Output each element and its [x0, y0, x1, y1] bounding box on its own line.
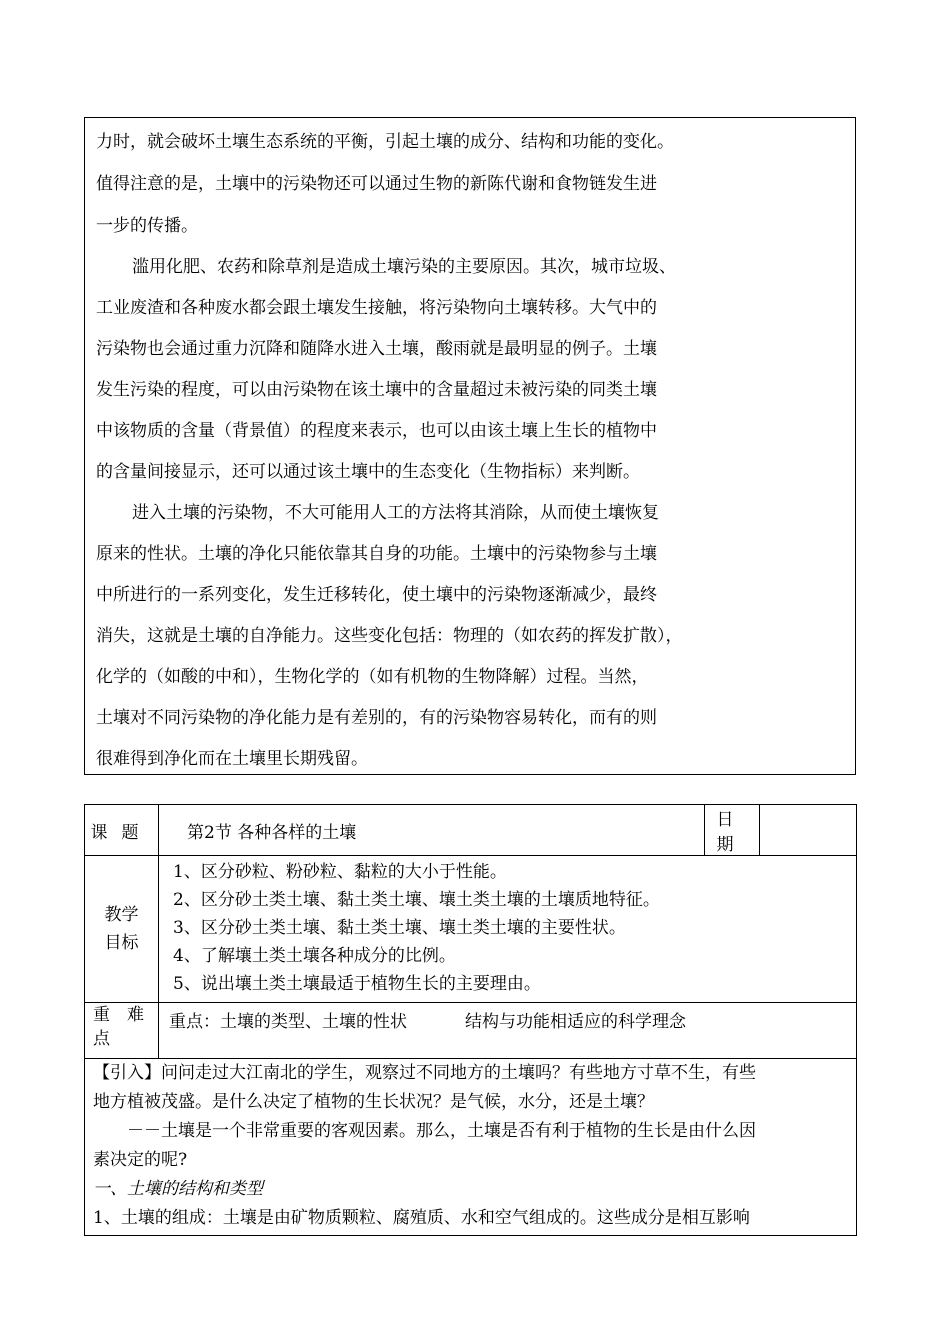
topic-value: 第2节 各种各样的土壤	[159, 805, 705, 856]
paragraph-line: 滥用化肥、农药和除草剂是造成土壤污染的主要原因。其次，城市垃圾、	[132, 257, 676, 277]
keypoints-label	[85, 1003, 159, 1059]
paragraph-line: 力时，就会破坏土壤生态系统的平衡，引起土壤的成分、结构和功能的变化。	[96, 132, 674, 152]
paragraph-line: 土壤对不同污染物的净化能力是有差别的，有的污染物容易转化，而有的则	[96, 708, 657, 728]
body-paragraph: 素决定的呢?	[93, 1150, 188, 1170]
goals-list	[159, 856, 857, 1003]
header-row	[85, 805, 857, 856]
goal-item: 3、区分砂土类土壤、黏土类土壤、壤土类土壤的主要性状。	[173, 918, 626, 938]
lesson-body	[85, 1059, 857, 1236]
keypoints-main: 重点：土壤的类型、土壤的性状	[169, 1012, 407, 1032]
goals-label	[85, 856, 159, 1003]
keypoints-text	[159, 1003, 857, 1059]
section-heading: 一、土壤的结构和类型	[93, 1179, 263, 1199]
keypoints-label-line: 点	[93, 1029, 110, 1049]
paragraph-line: 的含量间接显示，还可以通过该土壤中的生态变化（生物指标）来判断。	[96, 462, 640, 482]
keypoints-row	[85, 1003, 857, 1059]
date-value	[760, 805, 857, 856]
date-label: 日期	[705, 805, 760, 856]
goals-row	[85, 856, 857, 1003]
body-paragraph: 1、土壤的组成：土壤是由矿物质颗粒、腐殖质、水和空气组成的。这些成分是相互影响	[93, 1208, 750, 1228]
goal-item: 5、说出壤土类土壤最适于植物生长的主要理由。	[173, 974, 541, 994]
paragraph-line: 消失，这就是土壤的自净能力。这些变化包括：物理的（如农药的挥发扩散），	[96, 626, 683, 646]
paragraph-line: 中所进行的一系列变化，发生迁移转化，使土壤中的污染物逐渐减少，最终	[96, 585, 657, 605]
body-paragraph: 地方植被茂盛。是什么决定了植物的生长状况？是气候，水分，还是土壤？	[93, 1092, 654, 1112]
paragraph-line: 进入土壤的污染物，不大可能用人工的方法将其消除，从而使土壤恢复	[132, 503, 659, 523]
paragraph-line: 一步的传播。	[96, 216, 198, 236]
paragraph-line: 工业废渣和各种废水都会跟土壤发生接触，将污染物向土壤转移。大气中的	[96, 298, 657, 318]
lesson-plan-table	[84, 804, 857, 1236]
keypoints-label-line: 重 难	[93, 1005, 144, 1025]
paragraph-line: 中该物质的含量（背景值）的程度来表示，也可以由该土壤上生长的植物中	[96, 421, 657, 441]
continued-text-box	[84, 117, 856, 775]
paragraph-line: 很难得到净化而在土壤里长期残留。	[96, 749, 368, 769]
paragraph-line: 污染物也会通过重力沉降和随降水进入土壤，酸雨就是最明显的例子。土壤	[96, 339, 657, 359]
paragraph-line: 值得注意的是，土壤中的污染物还可以通过生物的新陈代谢和食物链发生进	[96, 174, 657, 194]
goal-item: 1、区分砂粒、粉砂粒、黏粒的大小于性能。	[173, 862, 507, 882]
goals-label-line: 目标	[104, 933, 139, 953]
paragraph-line: 原来的性状。土壤的净化只能依靠其自身的功能。土壤中的污染物参与土壤	[96, 544, 657, 564]
goal-item: 4、了解壤土类土壤各种成分的比例。	[173, 946, 456, 966]
goals-label-line: 教学	[104, 905, 139, 925]
paragraph-line: 发生污染的程度，可以由污染物在该土壤中的含量超过未被污染的同类土壤	[96, 380, 657, 400]
goal-item: 2、区分砂土类土壤、黏土类土壤、壤土类土壤的土壤质地特征。	[173, 890, 660, 910]
keypoints-concept: 结构与功能相适应的科学理念	[465, 1012, 686, 1032]
paragraph-line: 化学的（如酸的中和），生物化学的（如有机物的生物降解）过程。当然，	[96, 667, 649, 687]
body-paragraph: －－土壤是一个非常重要的客观因素。那么，土壤是否有利于植物的生长是由什么因	[127, 1121, 756, 1141]
topic-label: 课题	[85, 805, 159, 856]
body-row	[85, 1059, 857, 1236]
body-paragraph: 【引入】问问走过大江南北的学生，观察过不同地方的土壤吗？有些地方寸草不生，有些	[93, 1063, 756, 1083]
